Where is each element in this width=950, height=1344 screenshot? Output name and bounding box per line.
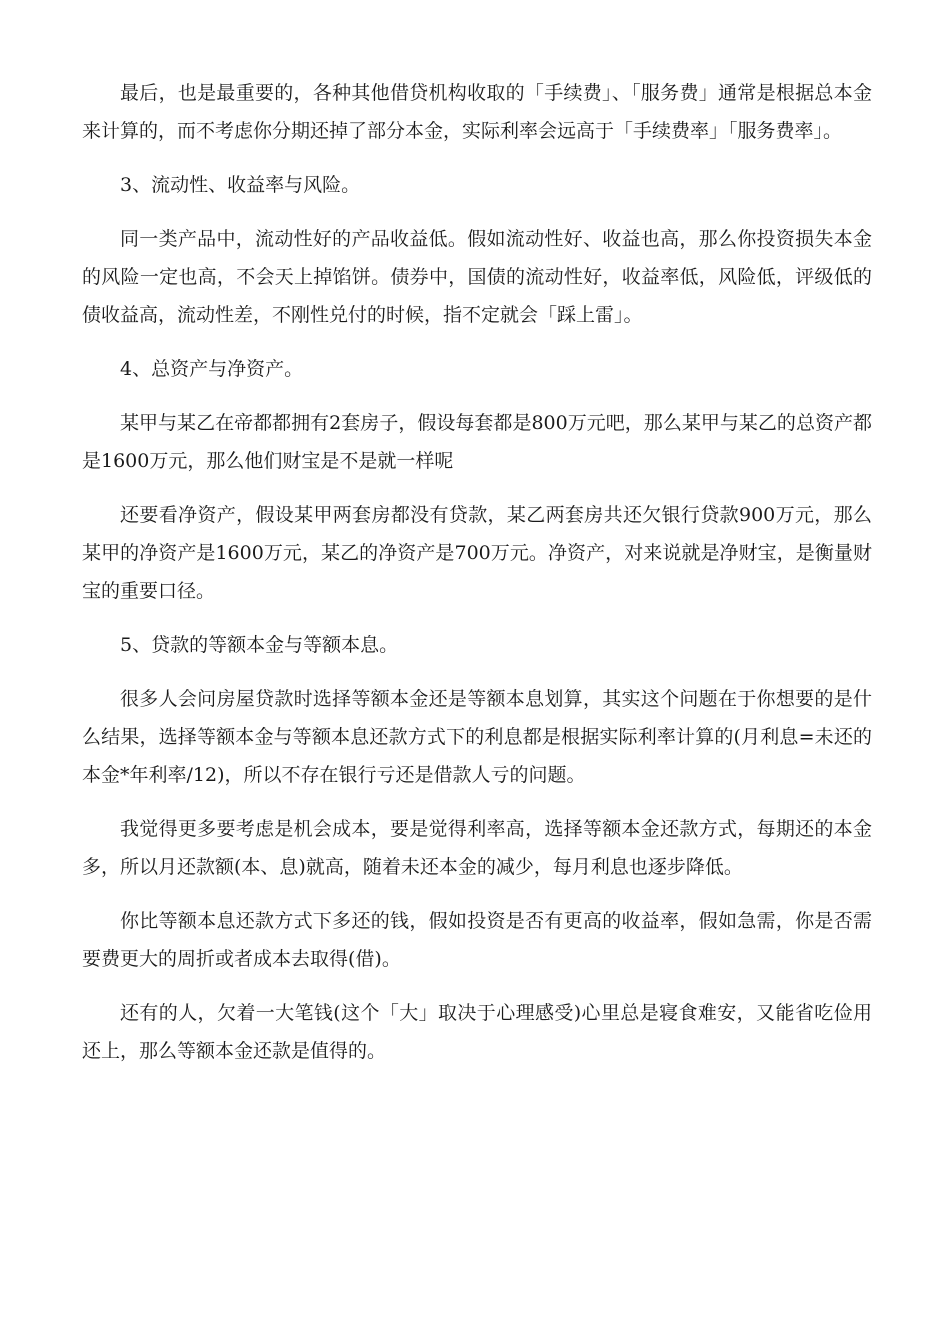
heading-total-net-assets: 4、总资产与净资产。 bbox=[120, 358, 304, 380]
paragraph-opportunity-cost: 我觉得更多要考虑是机会成本，要是觉得利率高，选择等额本金还款方式，每期还的本金多，所以月还款额(本、息)就高，随着未还本金的减少，每月利息也逐步降低。 bbox=[82, 818, 872, 878]
paragraph-extra-payment: 你比等额本息还款方式下多还的钱，假如投资是否有更高的收益率，假如急需，你是否需要费更大的周折或者成本去取得(借)。 bbox=[82, 910, 872, 970]
paragraph-liquidity: 同一类产品中，流动性好的产品收益低。假如流动性好、收益也高，那么你投资损失本金的风险一定也高，不会天上掉馅饼。债券中，国债的流动性好，收益率低，风险低，评级低的债收益高，流动性差，不刚性兑付的时候，指不定就会「踩上雷」。 bbox=[82, 228, 872, 326]
paragraph-repayment-choice: 很多人会问房屋贷款时选择等额本金还是等额本息划算，其实这个问题在于你想要的是什么结果，选择等额本金与等额本息还款方式下的利息都是根据实际利率计算的(月利息=未还的本金*年利率/12)，所以不存在银行亏还是借款人亏的问题。 bbox=[82, 688, 872, 786]
heading-liquidity-yield-risk: 3、流动性、收益率与风险。 bbox=[120, 174, 361, 196]
paragraph-fees: 最后，也是最重要的，各种其他借贷机构收取的「手续费」、「服务费」通常是根据总本金来计算的，而不考虑你分期还掉了部分本金，实际利率会远高于「手续费率」「服务费率」。 bbox=[82, 82, 872, 142]
paragraph-net-assets: 还要看净资产，假设某甲两套房都没有贷款，某乙两套房共还欠银行贷款900万元，那么某甲的净资产是1600万元，某乙的净资产是700万元。净资产，对来说就是净财宝，是衡量财宝的重要口径。 bbox=[82, 504, 872, 602]
paragraph-total-assets: 某甲与某乙在帝都都拥有2套房子，假设每套都是800万元吧，那么某甲与某乙的总资产都是1600万元，那么他们财宝是不是就一样呢 bbox=[82, 412, 872, 472]
paragraph-peace-of-mind: 还有的人，欠着一大笔钱(这个「大」取决于心理感受)心里总是寝食难安，又能省吃俭用还上，那么等额本金还款是值得的。 bbox=[82, 1002, 872, 1062]
document-body bbox=[82, 74, 872, 1086]
heading-loan-repayment: 5、贷款的等额本金与等额本息。 bbox=[120, 634, 399, 656]
